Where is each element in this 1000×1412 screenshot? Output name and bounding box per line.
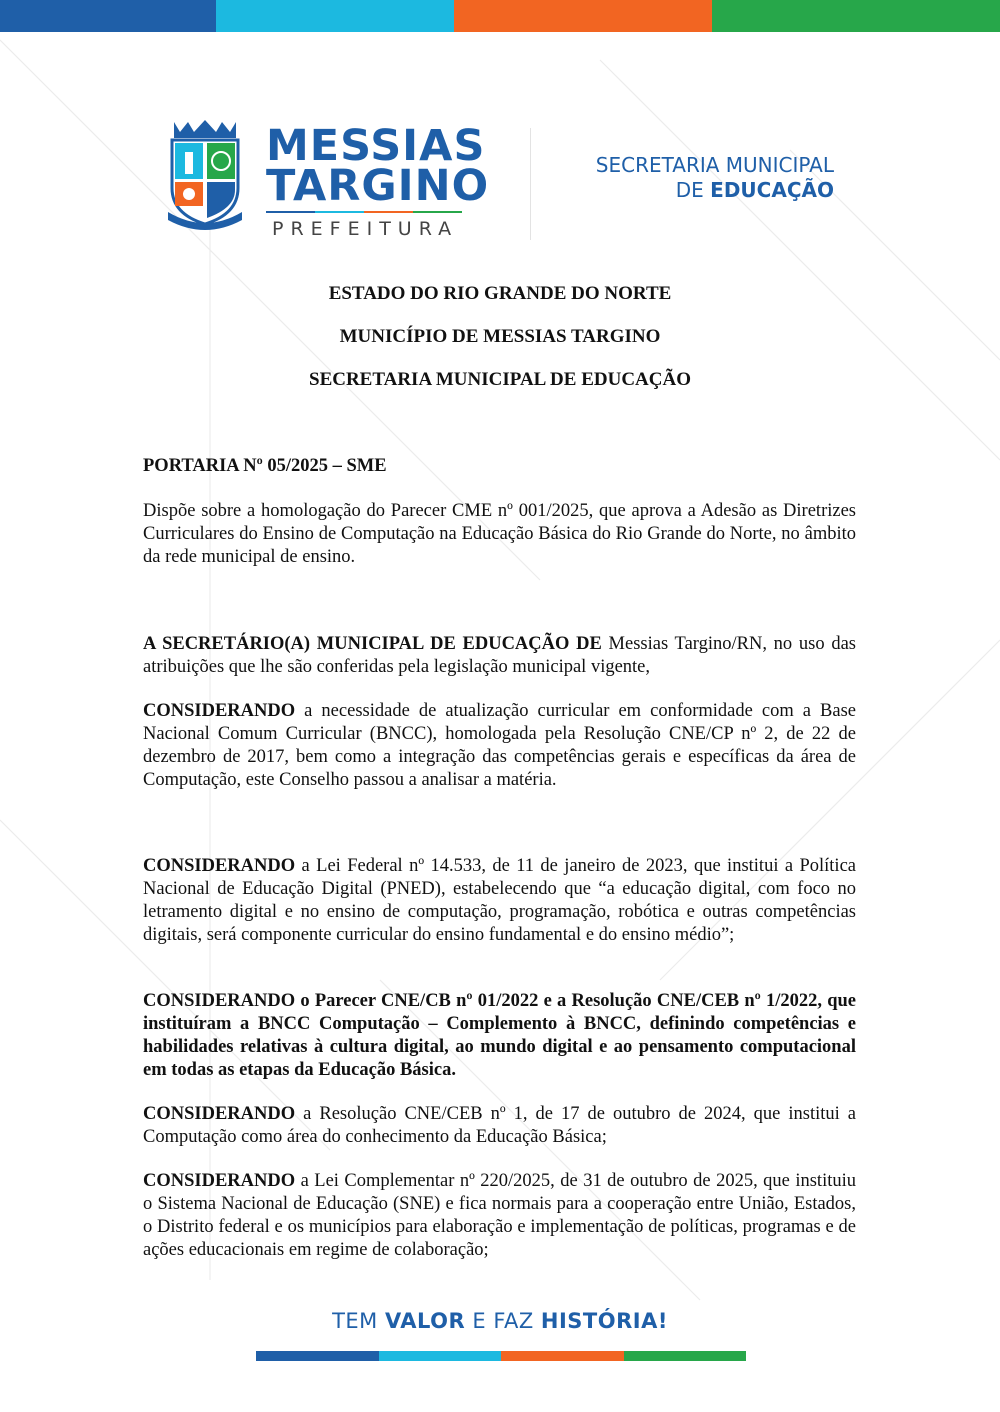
- secretaria-line1: SECRETARIA MUNICIPAL: [595, 153, 834, 177]
- secretaria-line2-bold: EDUCAÇÃO: [710, 178, 834, 202]
- considerando-text: a Lei Complementar nº 220/2025, de 31 de outubro de 2025, que instituiu o Sistema Nacional de Educação (SNE) e fica normais para a cooperação entre União, Estados, o Distrito federal e os municípios para elaboração e implementação de políticas, programas e de ações educacionais em regime de colaboração;: [143, 1171, 856, 1260]
- portaria-title: PORTARIA Nº 05/2025 – SME: [143, 456, 387, 476]
- footer-bar-orange: [501, 1351, 624, 1361]
- slogan-part-2: VALOR: [384, 1309, 466, 1333]
- secretaria-line2: [596, 178, 834, 203]
- top-bar-orange: [454, 0, 712, 32]
- considerando-label: CONSIDERANDO: [143, 856, 296, 876]
- prefeitura-logo: [266, 121, 490, 240]
- preamble: [143, 633, 856, 679]
- considerando-label: CONSIDERANDO: [143, 1104, 296, 1124]
- considerando-text: a necessidade de atualização curricular em conformidade com a Base Nacional Comum Curricular (BNCC), homologada pela Resolução CNE/CP nº 2, de 22 de dezembro de 2017, bem como a integração das competências gerais e específicas da área de Computação, este Conselho passou a analisar a matéria.: [143, 701, 856, 790]
- header-secretaria: SECRETARIA MUNICIPAL DE EDUCAÇÃO: [309, 369, 691, 390]
- considerando-5: [143, 1170, 856, 1262]
- logo-prefeitura-text: PREFEITURA: [272, 218, 459, 240]
- slogan-part-4: HISTÓRIA!: [540, 1309, 668, 1333]
- considerando-label: CONSIDERANDO: [143, 991, 296, 1011]
- logo-line-messias: MESSIAS: [266, 121, 486, 171]
- logo-color-rule: [266, 211, 462, 213]
- footer-bar-blue: [256, 1351, 379, 1361]
- header-estado: ESTADO DO RIO GRANDE DO NORTE: [328, 283, 672, 304]
- secretaria-line2-prefix: DE: [675, 178, 711, 202]
- logo-line-targino: TARGINO: [266, 161, 490, 211]
- footer-bar-cyan: [379, 1351, 502, 1361]
- footer-bar-green: [624, 1351, 747, 1361]
- footer-color-bar: [256, 1351, 746, 1361]
- preamble-text: Messias Targino/RN, no uso das atribuições que lhe são conferidas pela legislação municipal vigente,: [143, 634, 856, 677]
- considerando-text: a Resolução CNE/CEB nº 1, de 17 de outubro de 2024, que institui a Computação como área do conhecimento da Educação Básica;: [143, 1104, 856, 1147]
- considerando-1: [143, 700, 856, 792]
- considerando-label: CONSIDERANDO: [143, 701, 296, 721]
- footer-slogan: [0, 1309, 1000, 1333]
- secretaria-logo: [596, 153, 834, 203]
- considerando-2: [143, 855, 856, 947]
- considerando-text: a Lei Federal nº 14.533, de 11 de janeiro de 2023, que institui a Política Nacional de Educação Digital (PNED), estabelecendo que “a educação digital, com foco no letramento digital e no ensino de computação, programação, robótica e outras competências digitais, será componente curricular do ensino fundamental e do ensino médio”;: [143, 856, 856, 945]
- top-bar-blue: [0, 0, 216, 32]
- header-municipio: MUNICÍPIO DE MESSIAS TARGINO: [339, 326, 661, 347]
- considerando-label: CONSIDERANDO: [143, 1171, 296, 1191]
- top-bar-green: [712, 0, 1000, 32]
- ementa: Dispõe sobre a homologação do Parecer CME nº 001/2025, que aprova a Adesão as Diretrizes Curriculares do Ensino de Computação na Educação Básica do Rio Grande do Norte, no âmbito da rede municipal de ensino.: [143, 501, 856, 567]
- slogan-part-1: TEM: [332, 1309, 385, 1333]
- slogan-part-3: E FAZ: [465, 1309, 541, 1333]
- top-color-bar: [0, 0, 1000, 32]
- top-bar-cyan: [216, 0, 454, 32]
- logo-line-prefeitura: [266, 218, 489, 240]
- considerando-text: o Parecer CNE/CB nº 01/2022 e a Resolução CNE/CEB nº 1/2022, que instituíram a BNCC Computação – Complemento à BNCC, definindo competências e habilidades relativas à cultura digital, ao mundo digital e ao pensamento computacional em todas as etapas da Educação Básica.: [143, 991, 856, 1080]
- considerando-3: [143, 990, 856, 1082]
- considerando-4: [143, 1103, 856, 1149]
- preamble-bold: A SECRETÁRIO(A) MUNICIPAL DE EDUCAÇÃO DE: [143, 634, 602, 654]
- logo-divider: [530, 128, 531, 240]
- municipal-coat-of-arms-icon: [164, 118, 246, 230]
